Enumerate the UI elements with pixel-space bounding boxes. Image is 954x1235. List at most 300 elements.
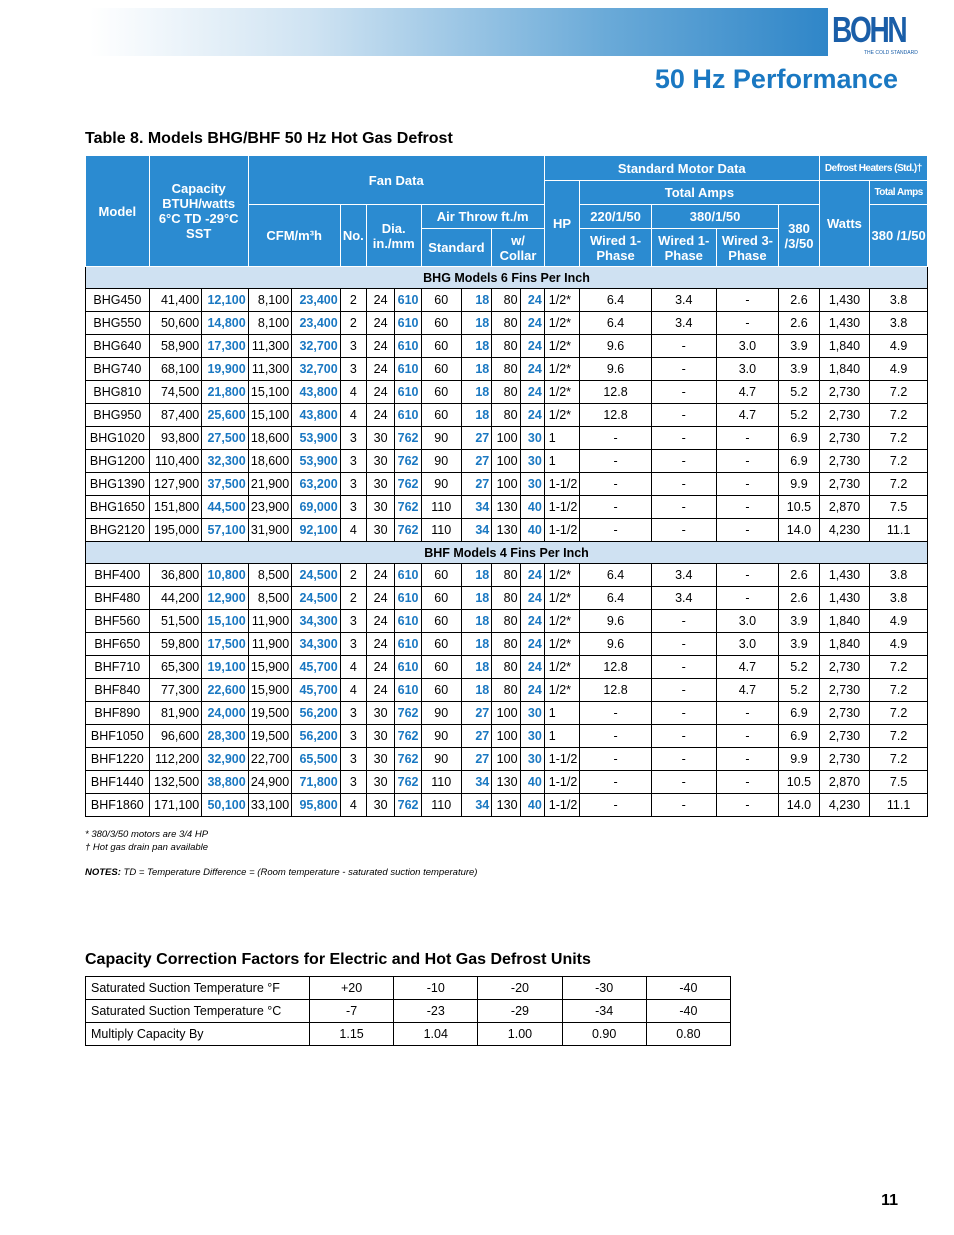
table-cell: 24,900 [248,771,291,794]
header-hp: HP [544,181,579,267]
table-cell: 24 [366,564,394,587]
correction-value: 1.00 [478,1023,562,1046]
table-cell: 4 [340,679,366,702]
table-cell: 1,430 [819,564,870,587]
table-cell: 610 [395,404,421,427]
table-cell: 6.9 [779,427,819,450]
header-w-collar: w/ Collar [492,229,545,267]
table-cell: 12,900 [202,587,248,610]
table-cell: 18 [461,381,491,404]
table-cell: 4.7 [716,679,779,702]
table-cell: 1/2* [544,312,579,335]
table-cell: 18,600 [248,450,291,473]
table-row [86,312,928,335]
table-cell: 81,900 [149,702,202,725]
table-row [86,702,928,725]
table-cell: 3 [340,633,366,656]
table-cell: 60 [421,587,461,610]
table-cell: 3.8 [870,312,928,335]
header-defrost-heaters: Defrost Heaters (Std.)† [819,156,927,181]
table-cell: 90 [421,748,461,771]
correction-label: Saturated Suction Temperature °F [86,977,310,1000]
table-cell: 100 [492,427,520,450]
header-total-amps: Total Amps [580,181,820,205]
table-cell: 56,200 [292,725,341,748]
table-cell: 24 [520,564,544,587]
table-cell: 7.2 [870,679,928,702]
table-cell: 24 [520,587,544,610]
table-cell: 3.0 [716,610,779,633]
table-cell: 100 [492,473,520,496]
table-cell: 1/2* [544,633,579,656]
header-wired-1-phase-220: Wired 1-Phase [580,229,652,267]
table-cell: 6.4 [580,289,652,312]
table-cell: 4.7 [716,381,779,404]
table-cell: 4,230 [819,794,870,817]
table-cell: 27 [461,725,491,748]
header-380-1-50: 380/1/50 [651,205,778,229]
table-cell: 65,500 [292,748,341,771]
table-cell: BHG1020 [86,427,150,450]
table-cell: - [651,335,716,358]
table-cell: 80 [492,564,520,587]
table-cell: 2,730 [819,656,870,679]
correction-value: -23 [394,1000,478,1023]
table-cell: 30 [366,748,394,771]
table-title: Table 8. Models BHG/BHF 50 Hz Hot Gas Defrost [85,130,453,147]
table-cell: 40 [520,794,544,817]
table-cell: 21,800 [202,381,248,404]
table-cell: 762 [395,519,421,542]
correction-row [86,977,731,1000]
table-cell: 3.4 [651,312,716,335]
correction-value: -20 [478,977,562,1000]
table-cell: 3.4 [651,289,716,312]
table-cell: 90 [421,473,461,496]
table-cell: 90 [421,427,461,450]
table-cell: 3 [340,427,366,450]
table-cell: 4.9 [870,335,928,358]
table-cell: 12,100 [202,289,248,312]
table-cell: 1-1/2 [544,794,579,817]
table-cell: 130 [492,771,520,794]
table-cell: 1-1/2 [544,771,579,794]
table-cell: 110 [421,794,461,817]
table-cell: BHG740 [86,358,150,381]
table-cell: 23,400 [292,312,341,335]
table-cell: 24 [520,289,544,312]
table-cell: 762 [395,496,421,519]
table-cell: 1/2* [544,587,579,610]
table-cell: 53,900 [292,450,341,473]
table-cell: 2,870 [819,771,870,794]
table-cell: 1-1/2 [544,473,579,496]
table-cell: 3.9 [779,610,819,633]
table-cell: 3 [340,725,366,748]
table-cell: 80 [492,381,520,404]
page-number: 11 [881,1192,898,1209]
table-cell: BHF1860 [86,794,150,817]
table-row [86,381,928,404]
table-cell: BHF480 [86,587,150,610]
table-cell: BHG2120 [86,519,150,542]
table-cell: 34,300 [292,610,341,633]
table-cell: 24 [366,289,394,312]
table-cell: 762 [395,473,421,496]
table-cell: 1-1/2 [544,748,579,771]
table-cell: 80 [492,335,520,358]
table-cell: 610 [395,633,421,656]
table-cell: 7.2 [870,473,928,496]
table-cell: 80 [492,587,520,610]
table-cell: 32,700 [292,358,341,381]
table-cell: 24,500 [292,564,341,587]
header-380-3-50: 380 /3/50 [779,205,819,267]
table-cell: 71,800 [292,771,341,794]
table-cell: 100 [492,725,520,748]
table-cell: 43,800 [292,381,341,404]
table-cell: 18 [461,633,491,656]
table-cell: 2 [340,289,366,312]
table-cell: 4,230 [819,519,870,542]
table-cell: - [716,496,779,519]
table-cell: 8,100 [248,312,291,335]
table-cell: - [716,473,779,496]
table-cell: BHG550 [86,312,150,335]
table-cell: 5.2 [779,656,819,679]
header-wired-1-phase-380: Wired 1-Phase [651,229,716,267]
table-cell: 7.5 [870,496,928,519]
table-row [86,427,928,450]
header-capacity: Capacity BTUH/watts 6°C TD -29°C SST [149,156,248,267]
table-cell: - [651,656,716,679]
table-cell: 40 [520,771,544,794]
table-cell: 10.5 [779,771,819,794]
table-cell: 24 [366,381,394,404]
table-cell: 30 [366,702,394,725]
table-cell: 80 [492,633,520,656]
table-cell: 2,730 [819,450,870,473]
table-row [86,404,928,427]
table-cell: 80 [492,679,520,702]
table-cell: BHF650 [86,633,150,656]
table-cell: 762 [395,702,421,725]
table-cell: 3.9 [779,335,819,358]
table-cell: - [651,519,716,542]
table-cell: - [651,610,716,633]
table-cell: 30 [366,473,394,496]
table-cell: 45,700 [292,679,341,702]
table-cell: 110 [421,771,461,794]
correction-value: +20 [310,977,394,1000]
table-cell: 110 [421,519,461,542]
table-cell: 24 [366,633,394,656]
table-cell: 762 [395,748,421,771]
table-cell: 50,100 [202,794,248,817]
table-cell: 6.4 [580,587,652,610]
table-cell: 610 [395,564,421,587]
table-cell: - [651,794,716,817]
table-cell: 4 [340,519,366,542]
table-cell: 33,100 [248,794,291,817]
table-cell: 1,840 [819,335,870,358]
correction-value: -34 [562,1000,646,1023]
table-cell: 60 [421,656,461,679]
table-cell: 40 [520,519,544,542]
logo-text: BOHN [832,9,906,50]
table-cell: 24 [366,335,394,358]
table-cell: 2,870 [819,496,870,519]
table-row [86,633,928,656]
table-cell: 100 [492,702,520,725]
table-cell: 127,900 [149,473,202,496]
table-cell: 3.9 [779,633,819,656]
table-cell: 24 [520,335,544,358]
table-cell: 6.9 [779,702,819,725]
table-cell: 132,500 [149,771,202,794]
table-row [86,564,928,587]
table-cell: 3.0 [716,335,779,358]
table-cell: 24 [366,679,394,702]
table-cell: - [580,496,652,519]
table-cell: 30 [520,725,544,748]
table-cell: - [580,427,652,450]
table-cell: 15,100 [248,381,291,404]
table-cell: 24 [520,656,544,679]
section-title: BHG Models 6 Fins Per Inch [86,267,928,289]
table-cell: 24 [366,358,394,381]
table-cell: 610 [395,335,421,358]
table-cell: 3 [340,450,366,473]
table-cell: 17,500 [202,633,248,656]
table-cell: 2,730 [819,381,870,404]
table-cell: 18,600 [248,427,291,450]
correction-value: -7 [310,1000,394,1023]
table-cell: 2 [340,312,366,335]
table-cell: 80 [492,358,520,381]
table-cell: 2,730 [819,679,870,702]
table-cell: 18 [461,656,491,679]
table-cell: 5.2 [779,679,819,702]
table-cell: 15,100 [248,404,291,427]
table-cell: 3 [340,473,366,496]
table-cell: - [580,725,652,748]
table-cell: 4 [340,381,366,404]
table-cell: 69,000 [292,496,341,519]
table-cell: 30 [366,771,394,794]
table-cell: 34 [461,496,491,519]
table-cell: 63,200 [292,473,341,496]
table-cell: 77,300 [149,679,202,702]
table-cell: - [716,450,779,473]
logo-tagline: THE COLD STANDARD [864,50,918,56]
table-cell: 2,730 [819,427,870,450]
table-cell: - [651,771,716,794]
table-cell: 1/2* [544,335,579,358]
table-cell: 22,700 [248,748,291,771]
table-cell: 60 [421,610,461,633]
table-cell: 12.8 [580,656,652,679]
table-cell: 24 [520,358,544,381]
table-cell: 24 [366,404,394,427]
table-cell: BHG810 [86,381,150,404]
table-cell: 18 [461,289,491,312]
table-cell: 112,200 [149,748,202,771]
table-cell: 80 [492,656,520,679]
table-cell: 6.4 [580,564,652,587]
table-cell: 3 [340,358,366,381]
bohn-logo [828,8,918,56]
table-cell: 32,300 [202,450,248,473]
notes-label: NOTES: [85,867,121,878]
table-cell: 15,100 [202,610,248,633]
table-row [86,519,928,542]
table-cell: 1 [544,427,579,450]
header-dia: Dia. in./mm [366,205,421,267]
table-cell: 24 [520,679,544,702]
table-cell: 87,400 [149,404,202,427]
table-row [86,771,928,794]
table-cell: - [716,794,779,817]
table-cell: 5.2 [779,404,819,427]
table-cell: 1 [544,702,579,725]
table-cell: 60 [421,564,461,587]
table-cell: - [716,564,779,587]
table-cell: 24 [366,610,394,633]
table-cell: 3.8 [870,564,928,587]
table-cell: 100 [492,748,520,771]
table-cell: 24 [520,610,544,633]
correction-value: -40 [646,1000,730,1023]
table-cell: 5.2 [779,381,819,404]
header-air-throw: Air Throw ft./m [421,205,544,229]
table-row [86,450,928,473]
table-cell: - [580,473,652,496]
table-cell: 90 [421,702,461,725]
correction-value: 0.90 [562,1023,646,1046]
table-cell: 27,500 [202,427,248,450]
table-cell: - [651,450,716,473]
table-cell: 762 [395,427,421,450]
table-cell: - [716,289,779,312]
table-cell: - [716,427,779,450]
table-cell: 1,430 [819,587,870,610]
table-cell: 4 [340,404,366,427]
table-cell: 11.1 [870,794,928,817]
table-cell: 110,400 [149,450,202,473]
table-cell: 3 [340,748,366,771]
table-cell: 23,400 [292,289,341,312]
table-cell: 8,500 [248,564,291,587]
table-cell: 37,500 [202,473,248,496]
table-cell: - [716,748,779,771]
table-cell: 100 [492,450,520,473]
table-cell: 30 [520,702,544,725]
page-title: 50 Hz Performance [654,64,898,94]
table-cell: 80 [492,289,520,312]
table-cell: 18 [461,587,491,610]
table-cell: 30 [366,794,394,817]
table-cell: 1/2* [544,358,579,381]
table-row [86,587,928,610]
table-cell: 43,800 [292,404,341,427]
table-cell: BHG450 [86,289,150,312]
table-cell: 7.2 [870,656,928,679]
table-cell: 7.2 [870,702,928,725]
table-cell: 3 [340,335,366,358]
table-cell: 11,900 [248,633,291,656]
table-cell: 21,900 [248,473,291,496]
table-cell: 68,100 [149,358,202,381]
table-cell: 3 [340,771,366,794]
correction-value: 0.80 [646,1023,730,1046]
header-banner [90,8,828,56]
table-cell: 610 [395,656,421,679]
correction-value: -10 [394,977,478,1000]
table-cell: 4.7 [716,404,779,427]
table-cell: 30 [520,450,544,473]
correction-value: -30 [562,977,646,1000]
table-cell: 8,500 [248,587,291,610]
table-cell: 27 [461,427,491,450]
table-cell: BHF1220 [86,748,150,771]
table-cell: 1 [544,725,579,748]
table-cell: 130 [492,519,520,542]
table-cell: 60 [421,335,461,358]
table-cell: 11,900 [248,610,291,633]
table-cell: 610 [395,610,421,633]
table-cell: 11.1 [870,519,928,542]
table-cell: 32,900 [202,748,248,771]
table-cell: 15,900 [248,679,291,702]
table-cell: 1,840 [819,358,870,381]
table-cell: 171,100 [149,794,202,817]
table-cell: 18 [461,312,491,335]
table-row [86,725,928,748]
table-cell: 41,400 [149,289,202,312]
table-cell: 1-1/2 [544,496,579,519]
table-cell: 2.6 [779,564,819,587]
table-cell: 610 [395,381,421,404]
table-row [86,358,928,381]
table-row [86,679,928,702]
table-cell: 74,500 [149,381,202,404]
table-cell: 30 [366,496,394,519]
table-cell: 9.6 [580,610,652,633]
table-cell: BHF840 [86,679,150,702]
table-cell: 11,300 [248,358,291,381]
table-cell: 30 [366,519,394,542]
table-cell: 3.9 [779,358,819,381]
table-cell: 90 [421,450,461,473]
correction-value: 1.15 [310,1023,394,1046]
table-cell: 1/2* [544,404,579,427]
table-cell: 14,800 [202,312,248,335]
table-cell: 18 [461,610,491,633]
section-title: BHF Models 4 Fins Per Inch [86,542,928,564]
table-cell: - [716,587,779,610]
table-cell: - [651,473,716,496]
table-cell: 60 [421,312,461,335]
table-cell: 27 [461,702,491,725]
table-cell: 60 [421,679,461,702]
table-cell: 23,900 [248,496,291,519]
correction-factors-title: Capacity Correction Factors for Electric and Hot Gas Defrost Units [85,951,591,968]
table-cell: 1/2* [544,381,579,404]
section-header-row [86,542,928,564]
table-cell: 3 [340,496,366,519]
table-cell: 24,000 [202,702,248,725]
